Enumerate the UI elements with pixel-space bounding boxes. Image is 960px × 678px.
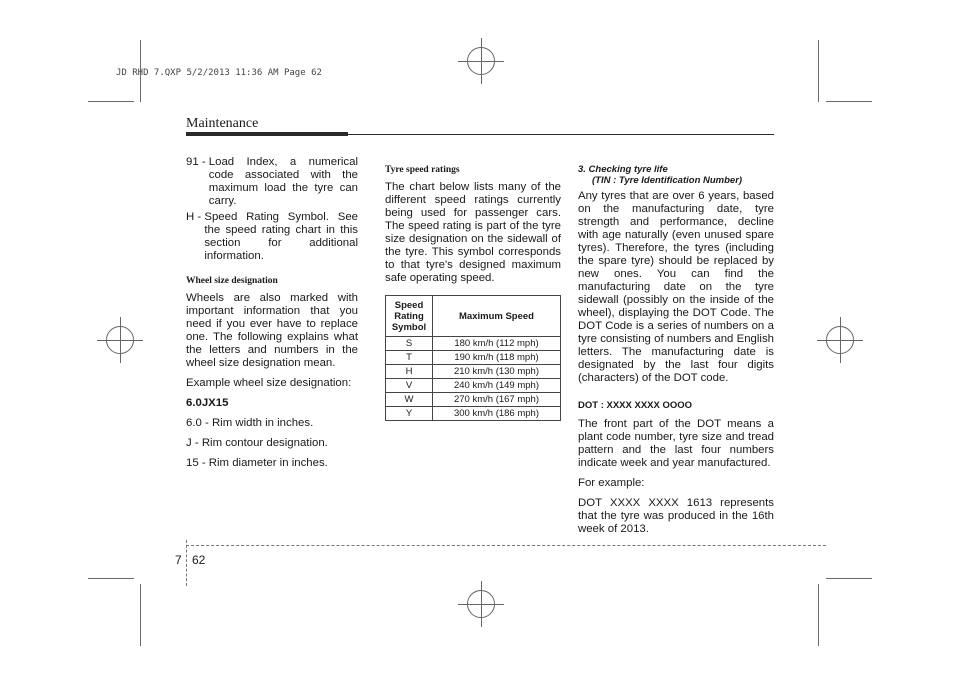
header-rule <box>348 134 774 135</box>
column-1 <box>186 156 358 477</box>
crop-mark <box>88 101 134 102</box>
table-row <box>386 351 561 365</box>
symbol-cell: Y <box>386 407 433 421</box>
registration-mark-top <box>467 47 495 75</box>
tyre-life-paragraph: Any tyres that are over 6 years, based on the manufacturing date, tyre strength and performance, decline with age naturally (even unused spare tyres). Therefore, the tyres (including the spare tyre) should be replaced by new ones. You can find the manufacturing date on the tyre sidewall (possibly on the inside of the wheel), displaying the DOT Code. The DOT Code is a series of numbers on a tyre consisting of numbers and English letters. The manufacturing date is designated by the last four digits (characters) of the DOT code. <box>578 190 774 384</box>
page-number: 62 <box>192 553 206 567</box>
crop-mark <box>818 584 819 646</box>
footer-rule <box>186 545 826 546</box>
example-label: Example wheel size designation: <box>186 377 352 389</box>
column-2 <box>385 164 561 421</box>
symbol-cell: T <box>386 351 433 365</box>
definition-speed-symbol <box>186 211 358 263</box>
speed-cell: 240 km/h (149 mph) <box>433 379 561 393</box>
dot-example-paragraph: DOT XXXX XXXX 1613 represents that the tyre was produced in the 16th week of 2013. <box>578 497 774 535</box>
print-slug: JD RHD 7.QXP 5/2/2013 11:36 AM Page 62 <box>116 68 322 78</box>
definition-text: Speed Rating Symbol. See the speed rating chart in this section for additional information. <box>204 211 358 262</box>
crop-mark <box>826 578 872 579</box>
list-item: 6.0 - Rim width in inches. <box>186 417 314 429</box>
table-header-row <box>386 296 561 337</box>
list-item: J - Rim contour designation. <box>186 437 328 449</box>
header-maximum-speed: Maximum Speed <box>433 296 561 337</box>
dot-code-label: DOT : XXXX XXXX OOOO <box>578 400 693 411</box>
speed-cell: 180 km/h (112 mph) <box>433 337 561 351</box>
tyre-life-heading <box>578 164 774 186</box>
registration-mark-right <box>826 326 854 354</box>
wheel-size-heading: Wheel size designation <box>186 276 278 286</box>
table-row <box>386 379 561 393</box>
dot-explanation-paragraph: The front part of the DOT means a plant code number, tyre size and tread pattern and the last four numbers indicate week and year manufactured. <box>578 418 774 469</box>
for-example-label: For example: <box>578 477 645 489</box>
symbol-cell: S <box>386 337 433 351</box>
registration-mark-left <box>106 326 134 354</box>
speed-cell: 190 km/h (118 mph) <box>433 351 561 365</box>
crop-mark <box>818 40 819 102</box>
speed-ratings-heading: Tyre speed ratings <box>385 165 460 175</box>
registration-mark-bottom <box>467 590 495 618</box>
symbol-cell: W <box>386 393 433 407</box>
definition-key: H - <box>186 211 205 223</box>
speed-cell: 270 km/h (167 mph) <box>433 393 561 407</box>
symbol-cell: V <box>386 379 433 393</box>
column-3 <box>578 164 774 543</box>
definition-key: 91 - <box>186 156 209 168</box>
table-row <box>386 393 561 407</box>
header-bar <box>186 132 348 136</box>
crop-mark <box>88 578 134 579</box>
definition-text: Load Index, a numerical code associated with the maximum load the tyre can carry. <box>208 156 358 207</box>
tyre-life-heading-sub: (TIN : Tyre Identification Number) <box>592 175 743 186</box>
speed-rating-table <box>385 295 561 421</box>
example-value: 6.0JX15 <box>186 397 229 409</box>
speed-ratings-paragraph: The chart below lists many of the different speed ratings currently being used for passenger cars. The speed rating is part of the tyre size designation on the sidewall of the tyre. This symbol corresponds to that tyre's designed maximum safe operating speed. <box>385 181 561 284</box>
list-item: 15 - Rim diameter in inches. <box>186 457 328 469</box>
speed-cell: 300 km/h (186 mph) <box>433 407 561 421</box>
tyre-life-heading-main: 3. Checking tyre life <box>578 164 668 175</box>
crop-mark <box>140 584 141 646</box>
table-row <box>386 407 561 421</box>
chapter-number: 7 <box>175 553 182 567</box>
table-row <box>386 337 561 351</box>
crop-mark <box>826 101 872 102</box>
symbol-cell: H <box>386 365 433 379</box>
wheel-size-paragraph: Wheels are also marked with important information that you need if you ever have to replace one. The following explains what the letters and numbers in the wheel size designation mean. <box>186 292 358 369</box>
footer-divider <box>186 540 187 586</box>
header-speed-rating-symbol: Speed Rating Symbol <box>386 296 433 337</box>
definition-load-index <box>186 156 358 208</box>
section-title: Maintenance <box>186 116 259 131</box>
table-row <box>386 365 561 379</box>
speed-cell: 210 km/h (130 mph) <box>433 365 561 379</box>
